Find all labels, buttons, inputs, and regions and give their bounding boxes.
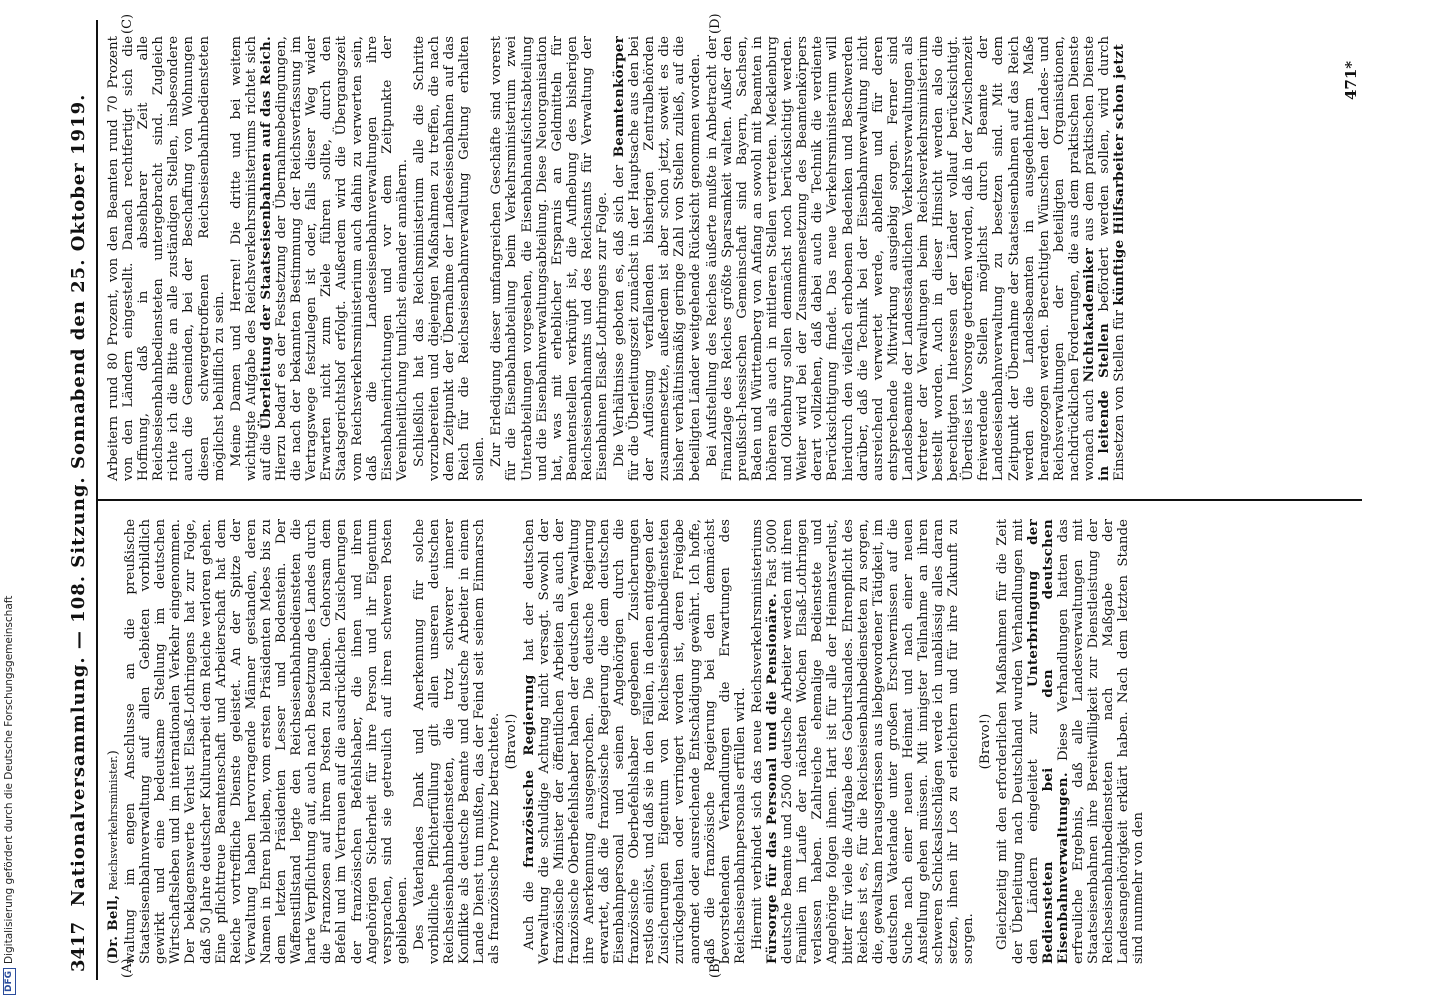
speaker-line: (Dr. Bell, Reichsverkehrsminister.) (105, 750, 121, 964)
page-title: Nationalversammlung. — 108. Sitzung. Sonnabend den 25. Oktober 1919. (68, 93, 89, 907)
footer-sheet-number: 471* (1342, 60, 1360, 100)
page-header (62, 20, 98, 980)
speaker-role: Reichsverkehrsminister. (107, 755, 120, 891)
paragraph: Auch die französische Regierung hat der deutschen Verwaltung die schuldige Achtung nicht versagt. Sowohl der französische Minister der öffentlichen Arbeiten als auch der französische Oberbefehlshaber haben der deutschen Verwaltung ihre Anerkennung ausgesprochen. Die deutsche Regierung erwartet, daß die französische Regierung die dem deutschen Eisenbahnpersonal und seinen Angehörigen durch die französische Oberbefehlshaber gegebenen Zusicherungen restlos einlöst, und daß sie in den Fällen, in denen entgegen der Zusicherungen Eigentum von Reichseisenbahnbediensteten zurückgehalten oder verringert worden ist, deren Freigabe anordnet oder ausreichende Entschädigung gewährt. Ich hoffe, daß die französische Regierung bei den demnächst bevorstehenden Verhandlungen die Erwartungen des Reichseisenbahnpersonals erfüllen wird. (520, 519, 748, 964)
paragraph: Des Vaterlandes Dank und Anerkennung für solche vorbildliche Pflichterfüllung gilt allen unseren deutschen Reichseisenbahnbediensteten, die trotz schwerer innerer Konflikte als deutsche Beamte und deutsche Arbeiter in einem Lande Dienst tun mußten, das der Feind seit seinem Einmarsch als französische Provinz betrachtete. (411, 519, 503, 964)
left-column (106, 519, 1148, 964)
paragraph: Schließlich hat das Reichsministerium alle die Schritte vorzubereiten und diejenigen Maßnahmen zu treffen, die nach dem Zeitpunkt der Übernahme der Landeseisenbahnen auf das Reich für die Reichseisenbahnverwaltung Geltung erhalten sollen. (411, 36, 488, 481)
applause-note: (Bravo!) (504, 713, 520, 770)
emphasis: künftige Hilfsarbeiter schon jetzt (1111, 43, 1128, 306)
paragraph: Zur Erledigung dieser umfangreichen Geschäfte sind vorerst für die Eisenbahnabteilung beim Verkehrsministerium zwei Unterabteilungen vorgesehen, die Eisenbahnaufsichtsabteilung und die Eisenbahnverwaltungsabteilung. Diese Neuorganisation hat, was mit erheblicher Ersparnis an Geldmitteln für Beamtenstellen verknüpft ist, die Aufhebung des bisherigen Reichseisenbahnamts und des Reichsamts für Verwaltung der Eisenbahnen Elsaß-Lothringens zur Folge. (489, 36, 610, 481)
page-number: 3417 (68, 921, 89, 972)
paragraph: Die Verhältnisse geboten es, daß sich der Beamtenkörper für die Überleitungszeit zunächst in der Hauptsache aus den bei der Auflösung verfallenden bisherigen Zentralbehörden zusammensetzte, außerdem ist aber schon jetzt, soweit es die bisher verhältnismäßig geringe Zahl von Stellen zuließ, auf die beteiligten Länder weitgehende Rücksicht genommen worden. (611, 36, 703, 481)
credit-text: Digitalisierung gefördert durch die Deutsche Forschungsgemeinschaft (3, 595, 15, 964)
emphasis: französische Regierung (520, 674, 537, 868)
emphasis: in leitende Stellen (1096, 322, 1113, 481)
emphasis: Beamtenkörper (611, 36, 628, 158)
right-column (106, 36, 1129, 481)
margin-marker-b: (B) (708, 958, 723, 978)
emphasis: Unterbringung der Bediensteten bei den deutschen Eisenbahnverwaltungen. (1024, 519, 1071, 964)
emphasis: Fürsorge für das Personal und die Pensionäre. (764, 593, 781, 964)
paragraph: Meine Damen und Herren! Die dritte und bei weitem wichtigste Aufgabe des Reichsverkehrsministeriums richtet sich auf die Überleitung der Staatseisenbahnen auf das Reich. Hierzu bedarf es der Festsetzung der Übernahmebedingungen, die nach der bekannten Bestimmung der Reichsverfassung im Vertragswege festzulegen ist oder, falls dieser Weg wider Erwarten nicht zum Ziele führen sollte, durch den Staatsgerichtshof erfolgt. Außerdem wird die Übergangszeit vom Reichsverkehrsministerium auch dahin zu verwerten sein, daß die Landeseisenbahnverwaltungen ihre Eisenbahneinrichtungen und vor dem Zeitpunkte der Vereinheitlichung tunlichst einander annähern. (228, 36, 410, 481)
paragraph: Arbeitern rund 80 Prozent, von den Beamten rund 70 Prozent von den Ländern eingestellt. Danach rechtfertigt sich die Hoffnung, daß in absehbarer Zeit alle Reichseisenbahnbediensteten untergebracht sind. Zugleich richte ich die Bitte an alle zuständigen Stellen, insbesondere auch die Gemeinden, bei der Beschaffung von Wohnungen diesen schwergetroffenen Reichseisenbahnbediensteten möglichst behilflich zu sein. (106, 36, 227, 481)
margin-marker-c: (C) (120, 13, 135, 34)
rotated-document-page (62, 13, 1372, 980)
margin-marker-a: (A) (120, 958, 135, 978)
emphasis: Überleitung der Staatseisenbahnen auf das Reich. (257, 36, 274, 430)
paragraph: Gleichzeitig mit den erforderlichen Maßnahmen für die Zeit der Überleitung nach Deutschland wurden Verhandlungen mit den Ländern eingeleitet zur Unterbringung der Bediensteten bei den deutschen Eisenbahnverwaltungen. Diese Verhandlungen hatten das erfreuliche Ergebnis, daß alle Landesverwaltungen mit Staatseisenbahnen ihre Bereitwilligkeit zur Dienstleistung der Reichseisenbahnbediensteten nach Maßgabe der Landesangehörigkeit erklärt haben. Nach dem letzten Stande sind nunmehr von den (995, 519, 1147, 964)
dfg-logo: DFG (3, 968, 16, 995)
paragraph: waltung im engen Anschlusse an die preußische Staatseisenbahnverwaltung auf allen Gebieten vorbildlich gewirkt und eine bedeutsame Stellung im deutschen Wirtschaftsleben und im internationalen Verkehr eingenommen. Der beklagenswerte Verlust Elsaß-Lothringens hat zur Folge, daß 50 Jahre deutscher Kulturarbeit dem Reiche verloren gehen. Eine pflichttreue Beamtenschaft und Arbeiterschaft hat dem Reiche vortreffliche Dienste geleistet. An der Spitze der Verwaltung haben hervorragende Männer gestanden, deren Namen in Ehren bleiben, vom ersten Präsidenten Mebes bis zu dem letzten Präsidenten Lesser und Bodenstein. Der Waffenstillstand legte den Reichseisenbahnbediensteten die harte Verpflichtung auf, auch nach Besetzung des Landes durch die Franzosen auf ihrem Posten zu bleiben. Gehorsam dem Befehl und im Vertrauen auf die ausdrücklichen Zusicherungen der französischen Befehlshaber, die ihnen und ihren Angehörigen Sicherheit für ihre Person und ihr Eigentum versprachen, sind sie getreulich auf ihren schweren Posten gebliebenen. (123, 519, 410, 964)
column-divider (98, 499, 1362, 501)
applause-note: (Bravo!) (978, 713, 994, 770)
emphasis: Nichtakademiker (1081, 247, 1097, 383)
paragraph: Bei Aufstellung des Reiches äußerte mußte in Anbetracht der Finanzlage des Reiches größte Sparsamkeit walten. Außer den preußisch-hessischen Gemeinschaft sind Bayern, Sachsen, Baden und Württemberg von Anfang an sowohl mit Beamten in höheren als auch in mittleren Stellen vertreten. Mecklenburg und Oldenburg sollen demnächst noch berücksichtigt werden. Weiter wird bei der Zusammensetzung des Beamtenkörpers derart vollziehen, daß dabei auch die Technik die verdiente Berücksichtigung findet. Das neue Verkehrsministerium will hierdurch den vielfach erhobenen Bedenken und Beschwerden darüber, daß die Technik bei der Eisenbahnverwaltung nicht ausreichend verwertet werde, abhelfen und für deren entsprechende Mitwirkung ausgiebig sorgen. Ferner sind Landesbeamte der Landesstaatlichen Verkehrsverwaltungen als Vertreter der Verwaltungen beim Reichsverkehrsministerium bestellt worden. Auch in dieser Hinsicht werden also die berechtigten Interessen der Länder vollauf berücksichtigt. Überdies ist Vorsorge getroffen worden, daß in der Zwischenzeit freiwerdende Stellen möglichst durch Beamte der Landeseisenbahnverwaltung zu besetzen sind. Mit dem Zeitpunkt der Übernahme der Staatseisenbahnen auf das Reich werden die Landesbeamten in ausgedehntem Maße herangezogen werden. Berechtigten Wünschen der Landes- und Reichsverwaltungen der beteiligten Organisationen, nachdrücklichen Forderungen, die aus dem praktischen Dienste wonach auch Nichtakademiker aus dem praktischen Dienste in leitende Stellen befördert werden sollen, wird durch Einsetzen von Stellen für künftige Hilfsarbeiter schon jetzt (704, 36, 1128, 481)
speaker-name: Dr. Bell, (105, 894, 121, 959)
margin-marker-d: (D) (708, 13, 723, 34)
digitization-credit (0, 0, 18, 995)
paragraph: Hiermit verbindet sich das neue Reichsverkehrsministeriums Fürsorge für das Personal und die Pensionäre. Fast 5000 deutsche Beamte und 2500 deutsche Arbeiter werden mit ihren Familien im Laufe der nächsten Wochen Elsaß-Lothringen verlassen haben. Zahlreiche ehemalige Bedienstete und Angehörige folgen ihnen. Hart ist für alle der Heimatsverlust, bitter für viele die Aufgabe des Geburtslandes. Ehrenpflicht des Reiches ist es, für die Reichseisenbahnbediensteten zu sorgen, die, gewaltsam herausgerissen aus liebgewordener Tätigkeit, im deutschen Vaterlande unter großen Erschwernissen auf die Suche nach einer neuen Heimat und nach einer neuen Anstellung gehen müssen. Mit innigster Teilnahme an ihren schweren Schicksalsschlägen werde ich unablässig alles daran setzen, ihnen ihr Los zu erleichtern und für ihre Zukunft zu sorgen. (749, 518, 977, 964)
